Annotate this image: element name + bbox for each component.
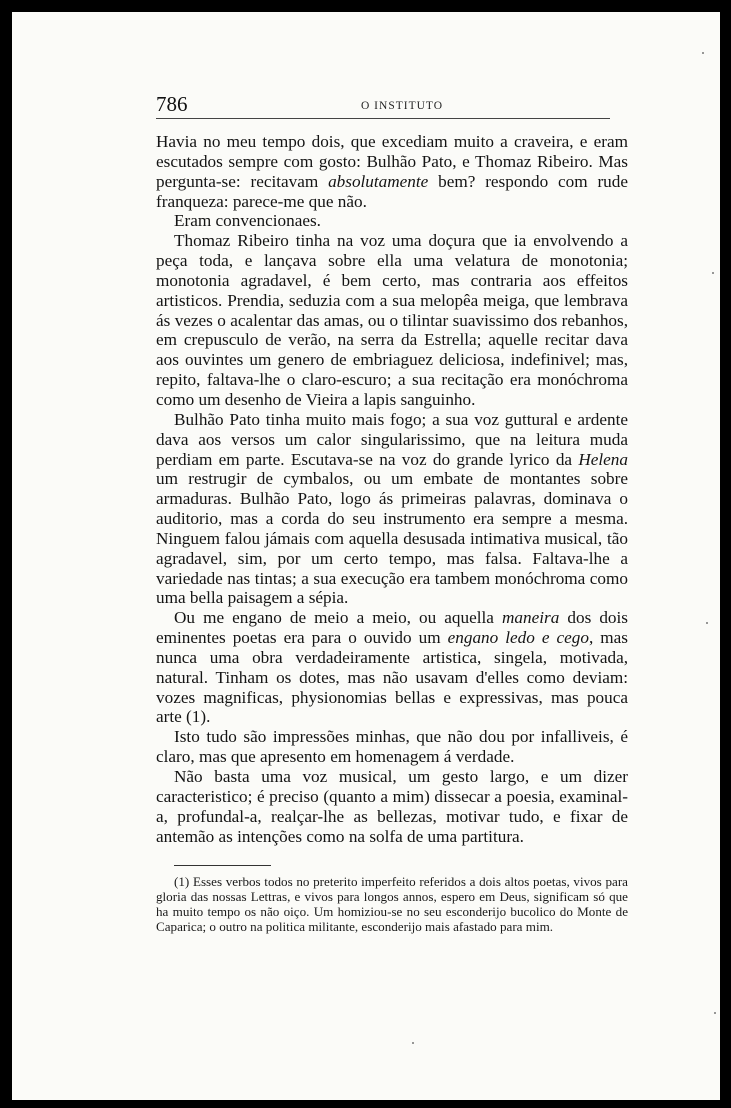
paragraph: Eram convencionaes. (174, 211, 321, 231)
running-head: O INSTITUTO (361, 100, 444, 112)
body-text (156, 132, 628, 846)
footnote-divider (174, 865, 271, 866)
book-page (12, 12, 720, 1100)
page-header (156, 92, 610, 119)
page-number: 786 (156, 92, 188, 116)
paragraph: Bulhão Pato tinha muito mais fogo; a sua voz guttural e ardente dava aos versos um calor singularissimo, que na leitura muda perdiam em parte. Escutava-se na voz do grande lyrico da Helena um restrugir de cymbalos, ou um embate de montantes sobre armaduras. Bulhão Pato, logo ás primeiras palavras, dominava o auditorio, mas a corda do seu instrumento era sempre a mesma. Ninguem falou jámais com aquella desusada intimativa musical, tão agradavel, sim, por um certo tempo, mas falsa. Faltava-lhe a variedade nas tintas; a sua execução era tambem monóchroma como uma bella paisagem a sépia. (156, 409, 628, 608)
paragraph: Ou me engano de meio a meio, ou aquella maneira dos dois eminentes poetas era para o ouvido um engano ledo e cego, mas nunca uma obra verdadeiramente artistica, singela, motivada, natural. Tinham os dotes, mas não usavam d'elles como deviam: vozes magnificas, physionomias bellas e expressivas, mas pouca arte (1). (156, 608, 628, 727)
paragraph: Thomaz Ribeiro tinha na voz uma doçura que ia envolvendo a peça toda, e lançava sobre ella uma velatura de monotonia; monotonia agradavel, é bem certo, mas contraria aos effeitos artisticos. Prendia, seduzia com a sua melopêa meiga, que lembrava ás vezes o acalentar das amas, ou o tilintar suavissimo dos rebanhos, em crepusculo de verão, na serra da Estrella; aquelle recitar dava aos ouvintes um genero de embriaguez deliciosa, indefinivel; mas, repito, faltava-lhe o claro-escuro; a sua recitação era monóchroma como um desenho de Vieira a lapis sanguinho. (156, 231, 628, 409)
paragraph: Havia no meu tempo dois, que excediam muito a craveira, e eram escutados sempre com gosto: Bulhão Pato, e Thomaz Ribeiro. Mas pergunta-se: recitavam absolutamente bem? respondo com rude franqueza: parece-me que não. (156, 132, 628, 211)
footnote-paragraph: (1) Esses verbos todos no preterito imperfeito referidos a dois altos poetas, vivos para gloria das nossas Lettras, e vivos para longos annos, espero em Deus, significam só que ha muito tempo os não oiço. Um homiziou-se no seu esconderijo bucolico do Monte de Caparica; o outro na politica militante, esconderijo mais afastado para mim. (156, 874, 628, 934)
footnote (156, 874, 628, 934)
paragraph: Não basta uma voz musical, um gesto largo, e um dizer caracteristico; é preciso (quanto a mim) dissecar a poesia, examinal-a, profundal-a, realçar-lhe as bellezas, motivar tudo, e fixar de antemão as intenções como na solfa de uma partitura. (156, 767, 628, 846)
paragraph: Isto tudo são impressões minhas, que não dou por infalliveis, é claro, mas que apresento em homenagem á verdade. (156, 727, 628, 767)
